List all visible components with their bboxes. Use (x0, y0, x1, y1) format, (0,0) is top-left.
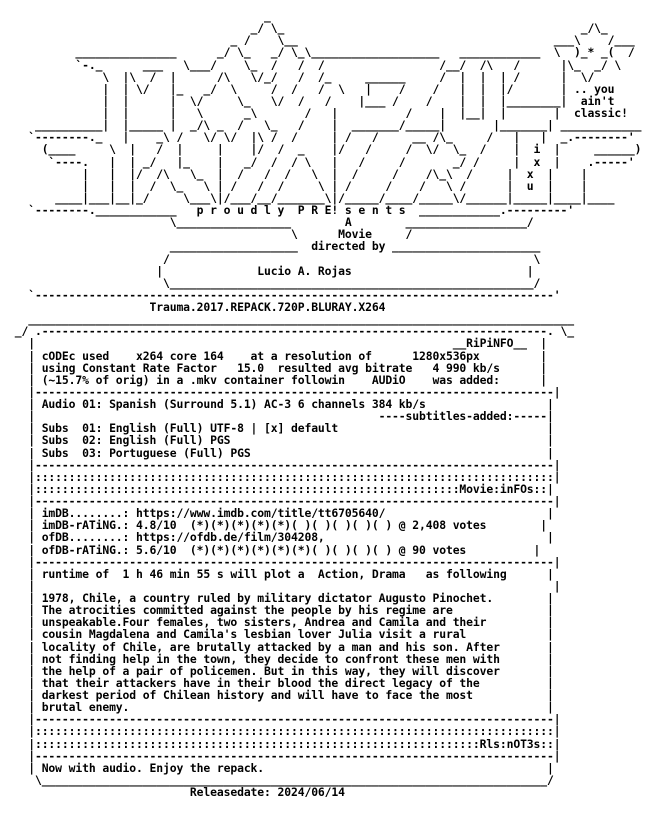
nfo-line: \______________________________________________________/ (8, 275, 541, 290)
nfo-line: | Subs 03: Portuguese (Full) PGS | (8, 445, 554, 460)
nfo-line: \_________________ A __________________/ (8, 215, 534, 230)
nfo-line: ___________________ directed by ______________________ (8, 239, 541, 254)
nfo-line: | | \/ |_ _/ \ / / / \ | / / | | |/ | .. you (8, 81, 615, 96)
nfo-line: _________________________________________________________________________________ (8, 312, 574, 327)
nfo-line: ____|___|__|_/ \___\|/___/__/_______\|/_____/____/_____\/______|_____|____|____ (8, 190, 615, 205)
nfo-line: |:::::::::::::::::::::::::::::::::::::::::::::::::::::::::::::::::::::::::::::| (8, 724, 561, 739)
nfo-line: |:::::::::::::::::::::::::::::::::::::::::::::::::::::::::::::::Movie:inFOs::| (8, 481, 554, 496)
nfo-line: | ----subtitles-added:-----| (8, 409, 554, 424)
nfo-line: | not finding help in the town, they decide to confront these men with | (8, 651, 554, 666)
nfo-line: \___________________________________________________________________________/ (8, 772, 554, 787)
nfo-line: _ (8, 10, 271, 23)
nfo-line: `--------._ | _\ / \/ \/ |\ / / | / / __ /\_ / | | _.--------' (8, 130, 635, 145)
nfo-line: | brutal enemy. | (8, 700, 554, 715)
nfo-line: | imDB........: https://www.imdb.com/title/tt6705640/ | (8, 506, 554, 521)
nfo-text-block (8, 10, 642, 798)
nfo-line: | cousin Magdalena and Camila's lesbian lover Julia visit a rural | (8, 627, 554, 642)
nfo-line: | | (8, 578, 561, 593)
nfo-line: | runtime of 1 h 46 min 55 s will plot a Action, Drama as following | (8, 566, 554, 581)
nfo-line: | 1978, Chile, a country ruled by military dictator Augusto Pinochet. | (8, 591, 554, 605)
nfo-line: (____ \ | / | | |/ / _ |/ / / \/ \_ / | i | ______) (8, 142, 642, 157)
nfo-line: | the help of a pair of policemen. But in this way, they will discover | (8, 663, 554, 678)
nfo-line: | ofDB........: https://ofdb.de/film/304208, | (8, 530, 554, 545)
nfo-line: |-----------------------------------------------------------------------------| (8, 457, 561, 472)
nfo-line: | Subs 02: English (Full) PGS | (8, 433, 554, 448)
nfo-line: _/ .---------------------------------------------------------------------------. \_ (8, 324, 574, 339)
nfo-line: `----. | | _/ |_ | _/ / / \ | / / _/ / | x | .-----' (8, 154, 635, 169)
nfo-line: __________| |_____ | _/\ _ / \_ / | _______/_____| |_______| ____________ (8, 118, 642, 133)
nfo-line: | that their attackers have in their blood the direct legacy of the | (8, 675, 554, 690)
nfo-line: |-----------------------------------------------------------------------------| (8, 748, 561, 763)
nfo-line: |-----------------------------------------------------------------------------| (8, 712, 561, 727)
nfo-line: |-----------------------------------------------------------------------------| (8, 494, 561, 508)
nfo-line: | | |/ /\ \_ | / / / \ | / / /\_\ / | x | | (8, 166, 588, 181)
nfo-line: _______________ _/ \_ _/ \_\___________________ ____________ \ )_* _( / (8, 45, 635, 60)
nfo-document (8, 10, 642, 822)
nfo-line: | locality of Chile, are brutally attacked by a man and his son. After | (8, 639, 554, 654)
nfo-line: | __RiPiNFO__ | (8, 336, 548, 351)
nfo-line: | Audio 01: Spanish (Surround 5.1) AC-3 6 channels 384 kb/s | (8, 397, 554, 411)
nfo-line: `--------.____________ p r o u d l y P R E! s e n t s ____________.---------' (8, 203, 574, 217)
nfo-line: | unspeakable.Four females, two sisters, Andrea and Camila and their | (8, 615, 554, 630)
nfo-line: \ |\ / | /\ \/_/ / /_ ______ / | | | / | \/ (8, 69, 595, 84)
nfo-line: / \ (8, 251, 541, 266)
nfo-line: `-----------------------------------------------------------------------------' (8, 287, 561, 302)
nfo-line: | Subs 01: English (Full) UTF-8 | [x] default | (8, 421, 554, 436)
nfo-line: | Now with audio. Enjoy the repack. | (8, 760, 554, 775)
nfo-line: |-----------------------------------------------------------------------------| (8, 384, 561, 399)
nfo-line: | darkest period of Chilean history and will have to face the most | (8, 688, 554, 702)
nfo-line: |:::::::::::::::::::::::::::::::::::::::::::::::::::::::::::::::::::::::::::::| (8, 469, 561, 484)
nfo-line: `-._ ___ \___/ \_ / / / /__/ /\ / |\_ _/ \ (8, 57, 622, 72)
nfo-line: | Lucio A. Rojas | (8, 263, 534, 278)
nfo-line: Releasedate: 2024/06/14 (8, 785, 345, 799)
nfo-line: |::::::::::::::::::::::::::::::::::::::::::::::::::::::::::::::::::Rls:nOT3s::| (8, 736, 561, 751)
nfo-line: | cODEc used x264 core 164 at a resolution of 1280x536px | (8, 348, 548, 363)
nfo-line: | using Constant Rate Factor 15.0 resulted avg bitrate 4 990 kb/s | (8, 360, 548, 375)
nfo-line: \ Movie / (8, 227, 413, 242)
nfo-line: | | | \/ \_ \/ / / |___ / / | | |________| ain't (8, 93, 615, 108)
nfo-line: Trauma.2017.REPACK.720P.BLURAY.X264 (8, 300, 386, 314)
nfo-line: | The atrocities committed against the people by his regime are | (8, 603, 554, 618)
nfo-line: |-----------------------------------------------------------------------------| (8, 554, 561, 569)
nfo-line: | ofDB-rATiNG.: 5.6/10 (*)(*)(*)(*)(*)(*)( )( )( )( ) @ 90 votes | (8, 542, 541, 557)
nfo-line: | | | / \_ \ | / / / \ | / / / \ / | u | | (8, 178, 588, 193)
nfo-line: | (~15.7% of orig) in a .mkv container followin AUDiO was added: | (8, 372, 548, 387)
nfo-line: _ / \__ ___\ /___ (8, 33, 635, 48)
nfo-line: _/ \_ _/\_ (8, 21, 608, 36)
nfo-line: | | | \ _\ / | / | |__| | | classic! (8, 106, 628, 120)
nfo-line: | imDB-rATiNG.: 4.8/10 (*)(*)(*)(*)(*)( )( )( )( )( ) @ 2,408 votes | (8, 518, 548, 533)
